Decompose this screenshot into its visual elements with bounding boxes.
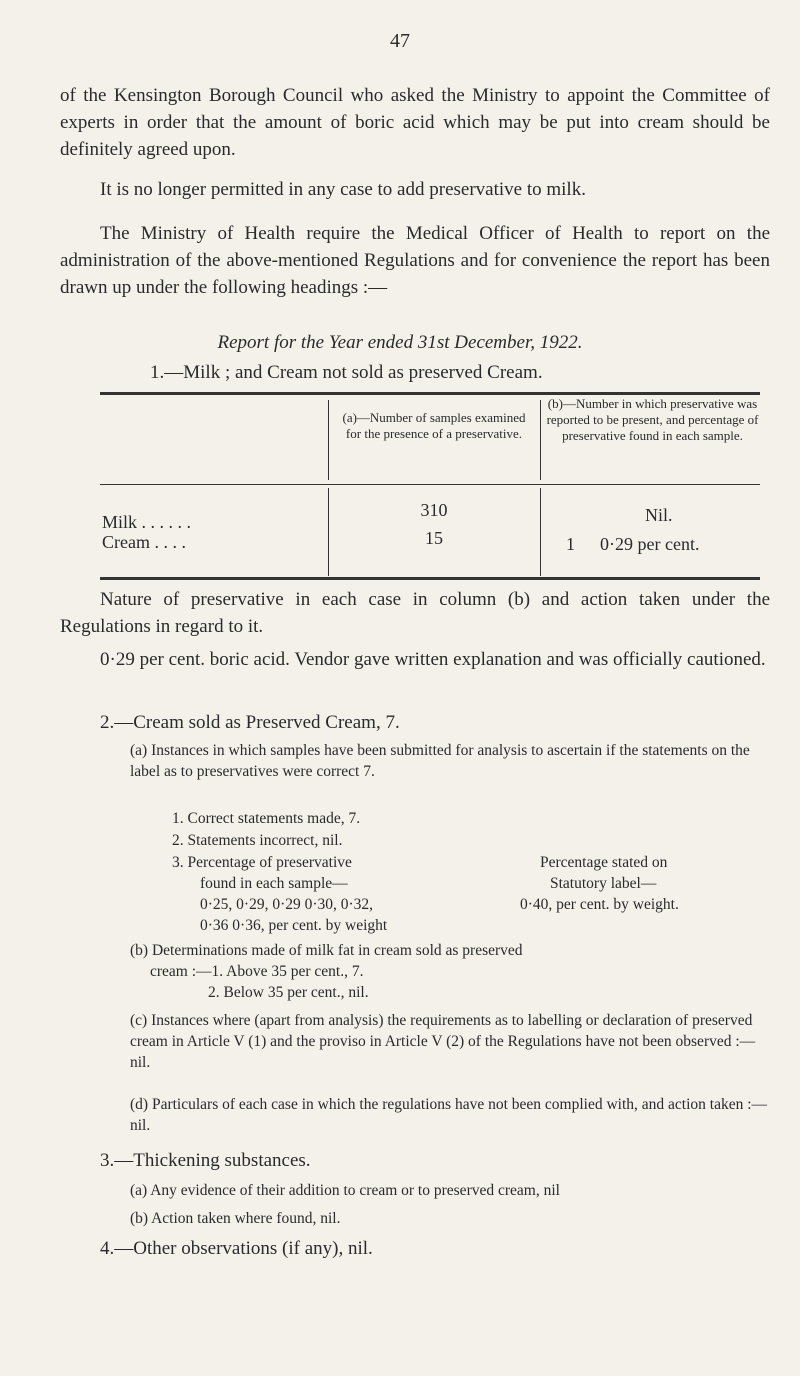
section-2c-text: (c) Instances where (apart from analysis) the requirements as to labelling or declaration of preserved cream in Article V (1) and the proviso in Article V (2) of the Regulations have not been observed :—nil. xyxy=(130,1012,756,1071)
table-vline-1 xyxy=(328,400,329,480)
row-a-value: 15 xyxy=(425,528,443,548)
paragraph-boric: 0·29 per cent. boric acid. Vendor gave written explanation and was officially cautioned. xyxy=(100,649,766,670)
paragraph-no-preservative: It is no longer permitted in any case to add preservative to milk. xyxy=(100,179,586,200)
section-2b-line: cream :—1. Above 35 per cent., 7. xyxy=(150,963,364,980)
section-4-title: 4.—Other observations (if any), nil. xyxy=(100,1238,373,1259)
section-2b-line: 2. Below 35 per cent., nil. xyxy=(208,984,369,1001)
paragraph-nature: Nature of preservative in each case in column (b) and action taken under the Regulations in regard to it. xyxy=(60,589,770,637)
section-3a-text: (a) Any evidence of their addition to cream or to preserved cream, nil xyxy=(130,1182,560,1199)
col-a-header: (a)—Number of samples examined for the presence of a preservative. xyxy=(342,410,526,441)
paragraph-kensington: of the Kensington Borough Council who asked the Ministry to appoint the Committee of experts in order that the amount of boric acid which may be put into cream should be definitely agreed upon. xyxy=(60,85,770,160)
section-2a-item-3-line: 0·36 0·36, per cent. by weight xyxy=(200,917,388,934)
stated-percentage-line: Statutory label— xyxy=(550,875,657,892)
report-title: Report for the Year ended 31st December, 1922. xyxy=(217,332,583,353)
section-3b-text: (b) Action taken where found, nil. xyxy=(130,1210,341,1227)
section-1-title: 1.—Milk ; and Cream not sold as preserved Cream. xyxy=(150,362,543,383)
row-b-count: 1 xyxy=(566,534,575,554)
row-a-value: 310 xyxy=(420,500,448,520)
section-3-title: 3.—Thickening substances. xyxy=(100,1150,311,1171)
table-vline-4 xyxy=(540,488,541,576)
stated-percentage-line: Percentage stated on xyxy=(540,854,668,871)
section-2a-item-3-line: 0·25, 0·29, 0·29 0·30, 0·32, xyxy=(200,896,374,913)
table-top-rule xyxy=(100,392,760,395)
paragraph-ministry: The Ministry of Health require the Medical Officer of Health to report on the administration of the above-mentioned Regulations and for convenience the report has been drawn up under the following headings :— xyxy=(60,223,770,298)
section-2a-item-3-line: found in each sample— xyxy=(200,875,348,892)
stated-percentage-line: 0·40, per cent. by weight. xyxy=(520,896,679,913)
section-2b-line: (b) Determinations made of milk fat in cream sold as preserved xyxy=(130,942,523,959)
section-2a-item-3: 3. Percentage of preservative xyxy=(172,854,352,871)
section-2a-text: (a) Instances in which samples have been submitted for analysis to ascertain if the statements on the label as to preservatives were correct 7. xyxy=(130,742,750,780)
table-bottom-rule xyxy=(100,577,760,580)
row-label: Milk . . . . . . xyxy=(102,512,192,532)
table-vline-2 xyxy=(540,400,541,480)
page-number: 47 xyxy=(390,30,410,52)
section-2-title: 2.—Cream sold as Preserved Cream, 7. xyxy=(100,712,400,733)
row-label: Cream . . . . xyxy=(102,532,186,552)
row-b-percent: 0·29 per cent. xyxy=(600,534,700,554)
col-b-header: (b)—Number in which preservative was reported to be present, and percentage of preservative found in each sample. xyxy=(546,396,759,443)
section-2a-item-1: 1. Correct statements made, 7. xyxy=(172,810,361,827)
row-b-percent: Nil. xyxy=(645,505,673,525)
section-2d-text: (d) Particulars of each case in which the regulations have not been complied with, and action taken :—nil. xyxy=(130,1096,768,1134)
table-header-rule xyxy=(100,484,760,485)
section-2a-item-2: 2. Statements incorrect, nil. xyxy=(172,832,343,849)
table-vline-3 xyxy=(328,488,329,576)
